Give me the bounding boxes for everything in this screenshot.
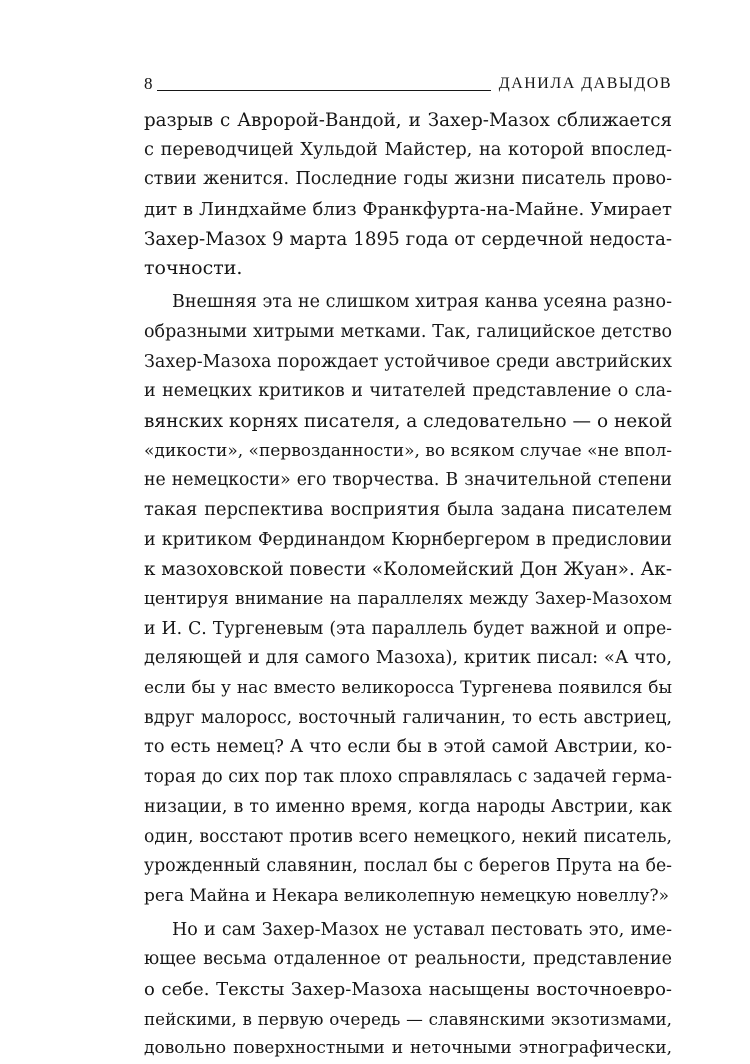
text-line: вянских корнях писателя, а следовательно — о некой: [144, 410, 673, 432]
text-line: торая до сих пор так плохо справлялась с задачей герма-: [144, 767, 672, 788]
page-number: 8: [144, 74, 153, 93]
text-line: рега Майна и Некара великолепную немецкую новеллу?»: [144, 885, 670, 906]
text-line: Захер-Мазоха порождает устойчивое среди австрийских: [144, 351, 672, 372]
text-line: не немецкости» его творчества. В значительной степени: [144, 470, 672, 491]
text-line: пейскими, в первую очередь — славянскими экзотизмами,: [144, 1008, 672, 1029]
running-title: ДАНИЛА ДАВЫДОВ: [498, 75, 672, 92]
text-line: один, восстают против всего немецкого, некий писатель,: [144, 826, 672, 847]
text-line: Внешняя эта не слишком хитрая канва усеяна разно-: [172, 292, 672, 313]
text-line: «дикости», «первозданности», во всяком случае «не впол-: [144, 440, 672, 461]
text-line: деляющей и для самого Мазоха), критик писал: «А что,: [144, 648, 672, 669]
text-line: и немецких критиков и читателей представление о сла-: [144, 381, 672, 402]
text-line: Захер-Мазох 9 марта 1895 года от сердечной недоста-: [144, 228, 672, 250]
text-line: если бы у нас вместо великоросса Тургенева появился бы: [144, 678, 672, 699]
paragraph: [144, 916, 672, 1064]
text-line: ющее весьма отдаленное от реальности, представление: [144, 949, 672, 970]
text-line: то есть немец? А что если бы в этой самой Австрии, ко-: [144, 737, 672, 758]
text-line: о себе. Тексты Захер-Мазоха насыщены восточноевро-: [144, 978, 672, 1000]
text-line: точности.: [144, 257, 243, 280]
text-line: и И. С. Тургеневым (эта параллель будет важной и опре-: [144, 618, 672, 639]
text-line: такая перспектива восприятия была задана писателем: [144, 499, 672, 520]
text-line: ствии женится. Последние годы жизни писатель прово-: [144, 169, 672, 190]
text-line: вдруг малоросс, восточный галичанин, то есть австриец,: [144, 707, 672, 728]
text-line: образными хитрыми метками. Так, галицийское детство: [144, 321, 672, 342]
running-header: [144, 70, 672, 94]
text-line: низации, в то именно время, когда народы Австрии, как: [144, 796, 672, 817]
text-line: с переводчицей Хульдой Майстер, на которой впослед-: [144, 139, 672, 160]
header-rule: [157, 90, 491, 91]
text-line: разрыв с Авророй-Вандой, и Захер-Мазох сближается: [144, 110, 672, 131]
text-line: и критиком Фердинандом Кюрнбергером в предисловии: [144, 529, 672, 550]
body-text: [144, 106, 672, 1064]
paragraph: [144, 106, 672, 284]
text-line: к мазоховской повести «Коломейский Дон Жуан». Ак-: [144, 559, 672, 581]
text-line: Но и сам Захер-Мазох не уставал пестовать это, име-: [172, 919, 672, 940]
text-line: дит в Линдхайме близ Франкфурта-на-Майне. Умирает: [144, 199, 672, 221]
paragraph: [144, 288, 672, 911]
text-line: центируя внимание на параллелях между Захер-Мазохом: [144, 589, 672, 609]
text-line: довольно поверхностными и неточными этнографически,: [144, 1038, 672, 1059]
text-line: урожденный славянин, послал бы с берегов Прута на бе-: [144, 856, 672, 877]
